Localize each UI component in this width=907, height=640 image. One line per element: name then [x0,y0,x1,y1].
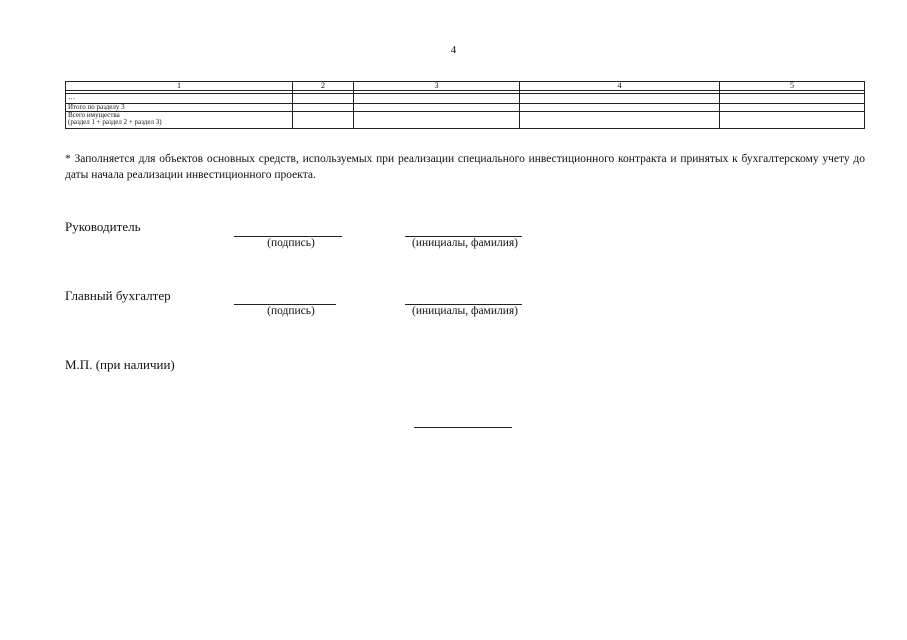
column-header-1: 1 [66,82,293,91]
chief-accountant-signature-caption: (подпись) [267,305,315,317]
table-cell [293,94,354,104]
row-label [66,112,293,129]
table-cell [354,104,520,112]
end-divider [414,427,512,428]
property-table [65,81,865,129]
row-label-line-2: (раздел 1 + раздел 2 + раздел 3) [68,118,162,126]
chief-accountant-name-caption: (инициалы, фамилия) [411,305,519,317]
head-signature-caption: (подпись) [267,237,315,249]
table-cell [520,94,720,104]
head-name-caption: (инициалы, фамилия) [411,237,519,249]
table-cell [520,104,720,112]
column-header-5: 5 [720,82,865,91]
stamp-label: М.П. (при наличии) [65,357,175,372]
table-cell [720,104,865,112]
column-header-3: 3 [354,82,520,91]
footnote: * Заполняется для объектов основных средств, используемых при реализации специального инвестиционного контракта и принятых к бухгалтерскому учету до даты начала реализации инвестиционного проекта. [65,153,865,181]
table-header-row [66,82,865,91]
row-label: Итого по разделу 3 [66,104,293,112]
column-header-2: 2 [293,82,354,91]
row-label: … [66,94,293,104]
table-row-grand-total [66,112,865,129]
table-cell [354,94,520,104]
table-cell [293,104,354,112]
column-header-4: 4 [520,82,720,91]
table-row-section-3-total [66,104,865,112]
row-label-line-1: Всего имущества [68,111,120,119]
table-cell [520,112,720,129]
head-label: Руководитель [65,219,141,234]
page-number: 4 [450,44,457,56]
table-cell [720,94,865,104]
chief-accountant-label: Главный бухгалтер [65,288,171,303]
table-cell [293,112,354,129]
table-cell [354,112,520,129]
table-row [66,94,865,104]
table-cell [720,112,865,129]
